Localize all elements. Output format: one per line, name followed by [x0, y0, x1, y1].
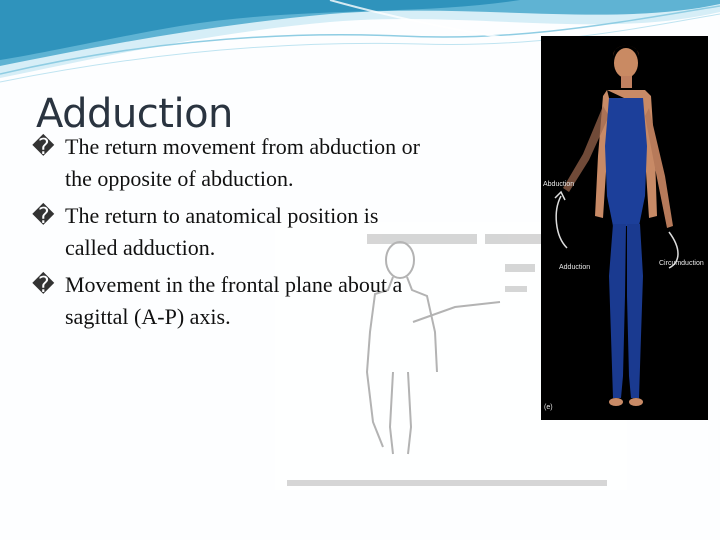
- replacement-glyph-icon: [32, 200, 65, 232]
- abduction-label: Abduction: [543, 181, 575, 188]
- bullet-item: [32, 200, 422, 264]
- bullet-text: Movement in the frontal plane about a sagittal (A-P) axis.: [65, 272, 403, 329]
- bullet-item: [32, 131, 422, 195]
- slide-title: Adduction: [36, 91, 233, 137]
- adduction-label: Adduction: [559, 264, 591, 271]
- circumduction-label: Circumduction: [659, 260, 704, 267]
- replacement-glyph-icon: [32, 269, 65, 301]
- bullet-text: The return movement from abduction or the opposite of abduction.: [65, 134, 420, 191]
- bullet-list: [32, 131, 422, 338]
- person-in-leotard-illustration: [541, 36, 708, 420]
- anatomy-photo-panel: [541, 36, 708, 420]
- bullet-text: The return to anatomical position is called adduction.: [65, 203, 379, 260]
- bullet-item: [32, 269, 422, 333]
- replacement-glyph-icon: [32, 131, 65, 163]
- panel-label: (e): [544, 404, 553, 411]
